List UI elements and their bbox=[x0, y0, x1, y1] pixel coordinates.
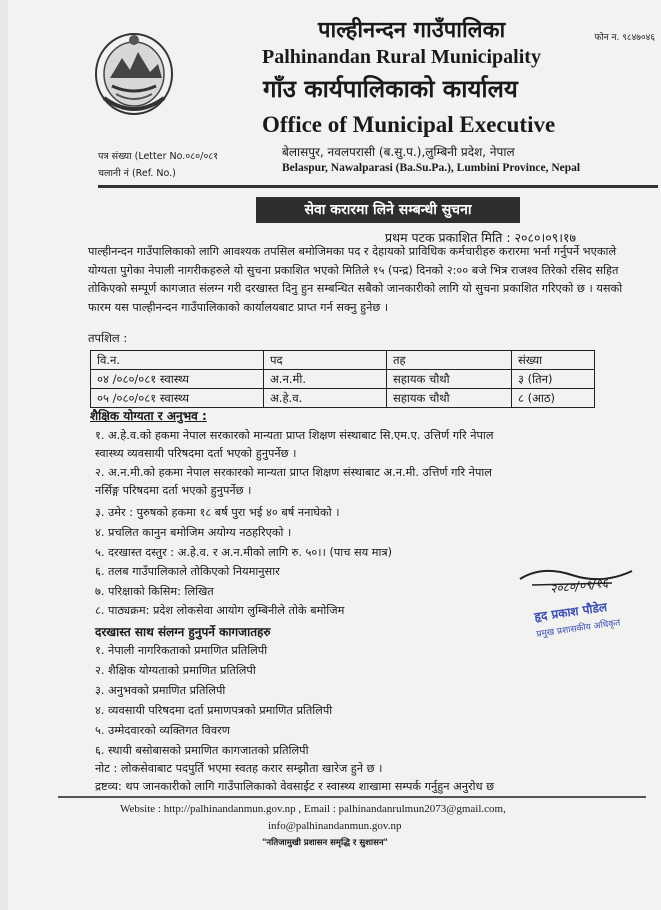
header-cell: संख्या bbox=[512, 351, 595, 370]
notice-intro: पाल्हीनन्दन गाउँपालिकाको लागि आवश्यक तपसिल बमोजिमका पद र देहायको प्राविधिक कर्मचारीहरु करारमा भर्ना गर्नुपर्ने भएकाले योग्यता पुगेका नेपाली नागरीकहरुले यो सुचना प्रकाशित भएको मितिले १५ (पन्द्र) दिनको २:०० बजे भित्र राजश्व तिरेको रसिद सहित तोकिएको सम्पूर्ण कागजात संलग्न गरी दरखास्त दिनु हुन सम्बन्धित सबैको जानकारीको लागि यो सुचना प्रकाशित गरिएको छ । यसको फारम यस पाल्हीनन्दन गाउँपालिकाको कार्यालयबाट प्राप्त गर्न सक्नु हुनेछ । bbox=[88, 245, 623, 314]
document-item: २. शैक्षिक योग्यताको प्रमाणित प्रतिलिपी bbox=[95, 664, 256, 677]
document-item: ४. व्यवसायी परिषदमा दर्ता प्रमाणपत्रको प्रमाणित प्रतिलिपी bbox=[95, 704, 333, 717]
address-english: Belaspur, Nawalparasi (Ba.Su.Pa.), Lumbini Province, Nepal bbox=[282, 162, 581, 174]
website-email: Website : http://palhinandanmun.gov.np , Email : palhinandanrulmun2073@gmail.com, bbox=[120, 803, 506, 815]
qualification-item: १. अ.हे.व.को हकमा नेपाल सरकारको मान्यता प्राप्त शिक्षण संस्थाबाट सि.एम.ए. उत्तिर्ण गरि नेपाल bbox=[95, 429, 494, 442]
qualifications-heading: शैक्षिक योग्यता र अनुभव : bbox=[90, 409, 207, 423]
table-row bbox=[91, 389, 595, 408]
table-cell: अ.हे.व. bbox=[264, 389, 387, 408]
qualification-item: स्वास्थ्य व्यवसायी परिषदमा दर्ता भएको हुनुपर्नेछ । bbox=[95, 447, 297, 460]
document-item: ३. अनुभवको प्रमाणित प्रतिलिपी bbox=[95, 684, 226, 697]
stamp-title: प्रमुख प्रशासकीय अधिकृत bbox=[535, 618, 621, 640]
table-cell: ०५ /०८०/०८१ स्वास्थ्य bbox=[91, 389, 264, 408]
note-text: नोट : लोकसेवाबाट पदपुर्ति भएमा स्वतह करार सम्झौता खारेज हुने छ । bbox=[95, 762, 383, 775]
qualification-item: ३. उमेर : पुरुषको हकमा १८ बर्ष पुरा भई ४० बर्ष ननाघेको । bbox=[95, 506, 340, 519]
document-item: ६. स्थायी बसोबासको प्रमाणित कागजातको प्रतिलिपी bbox=[95, 744, 309, 757]
qualification-item: ८. पाठ्यक्रम: प्रदेश लोकसेवा आयोग लुम्बिनीले तोके बमोजिम bbox=[95, 604, 345, 617]
header-cell: पद bbox=[264, 351, 387, 370]
document-item: ५. उम्मेदवारको व्यक्तिगत विवरण bbox=[95, 724, 230, 737]
table-cell: ०४ /०८०/०८१ स्वास्थ्य bbox=[91, 370, 264, 389]
publication-date: प्रथम पटक प्रकाशित मिति : २०८०।०९।१७ bbox=[385, 230, 577, 245]
address-nepali: बेलासपुर, नवलपरासी (ब.सु.प.),लुम्बिनी प्रदेश, नेपाल bbox=[282, 145, 515, 159]
executive-office-nepali: गाँउ कार्यपालिकाको कार्यालय bbox=[263, 74, 518, 103]
notice-title: सेवा करारमा लिने सम्बन्धी सुचना bbox=[256, 197, 520, 223]
reference-number: चलानी नं (Ref. No.) bbox=[98, 168, 176, 179]
slogan: "नतिजामुखी प्रशासन समृद्धि र सुशासन" bbox=[262, 838, 388, 848]
posts-table bbox=[90, 350, 595, 408]
office-name-english: Palhinandan Rural Municipality bbox=[262, 46, 541, 68]
footer-divider bbox=[58, 796, 646, 798]
secondary-email: info@palhinandanmun.gov.np bbox=[268, 820, 402, 832]
qualification-item: ४. प्रचलित कानुन बमोजिम अयोग्य नठहरिएको । bbox=[95, 526, 292, 539]
stamp-name: हृद प्रकाश पौडेल bbox=[533, 599, 608, 625]
phone-number: फोन न. ९८४७०४६ bbox=[594, 33, 655, 43]
documents-heading: दरखास्त साथ संलग्न हुनुपर्ने कागजातहरु bbox=[95, 625, 271, 639]
qualification-item: ५. दरखास्त दस्तुर : अ.हे.व. र अ.न.मीको लागि रु. ५०।। (पाच सय मात्र) bbox=[95, 546, 393, 559]
document-item: १. नेपाली नागरिकताको प्रमाणित प्रतिलिपी bbox=[95, 644, 268, 657]
attention-text: द्रष्टव्य: थप जानकारीको लागि गाउँपालिकाको वेवसाईट र स्वास्थ्य शाखामा सम्पर्क गर्नुहुन अनुरोध छ bbox=[95, 780, 495, 793]
table-cell: ३ (तिन) bbox=[512, 370, 595, 389]
table-cell: सहायक चौथौ bbox=[387, 370, 512, 389]
table-row bbox=[91, 370, 595, 389]
table-header-row bbox=[91, 351, 595, 370]
signature-date: २०८०/०९/१६ bbox=[549, 576, 609, 596]
header-cell: तह bbox=[387, 351, 512, 370]
paper-edge bbox=[0, 0, 8, 910]
qualification-item: ६. तलब गाउँपालिकाले तोकिएको नियमानुसार bbox=[95, 565, 280, 578]
table-cell: ८ (आठ) bbox=[512, 389, 595, 408]
executive-office-english: Office of Municipal Executive bbox=[262, 112, 556, 137]
table-cell: अ.न.मी. bbox=[264, 370, 387, 389]
office-name-nepali: पाल्हीनन्दन गाउँपालिका bbox=[318, 17, 506, 43]
letter-number: पत्र संख्या (Letter No.०८०/०८१ bbox=[98, 151, 219, 162]
qualification-item: ७. परिक्षाको किसिम: लिखित bbox=[95, 585, 214, 598]
nepal-emblem-logo bbox=[92, 28, 176, 118]
qualification-item: नर्सिङ्ग परिषदमा दर्ता भएको हुनुपर्नेछ । bbox=[95, 484, 252, 497]
qualification-item: २. अ.न.मी.को हकमा नेपाल सरकारको मान्यता प्राप्त शिक्षण संस्थाबाट अ.न.मी. उत्तिर्ण गरि नेपाल bbox=[95, 466, 492, 479]
header-cell: वि.न. bbox=[91, 351, 264, 370]
details-label: तपशिल : bbox=[88, 331, 128, 345]
table-cell: सहायक चौथौ bbox=[387, 389, 512, 408]
signature-block bbox=[512, 555, 652, 655]
header-divider bbox=[98, 185, 658, 188]
